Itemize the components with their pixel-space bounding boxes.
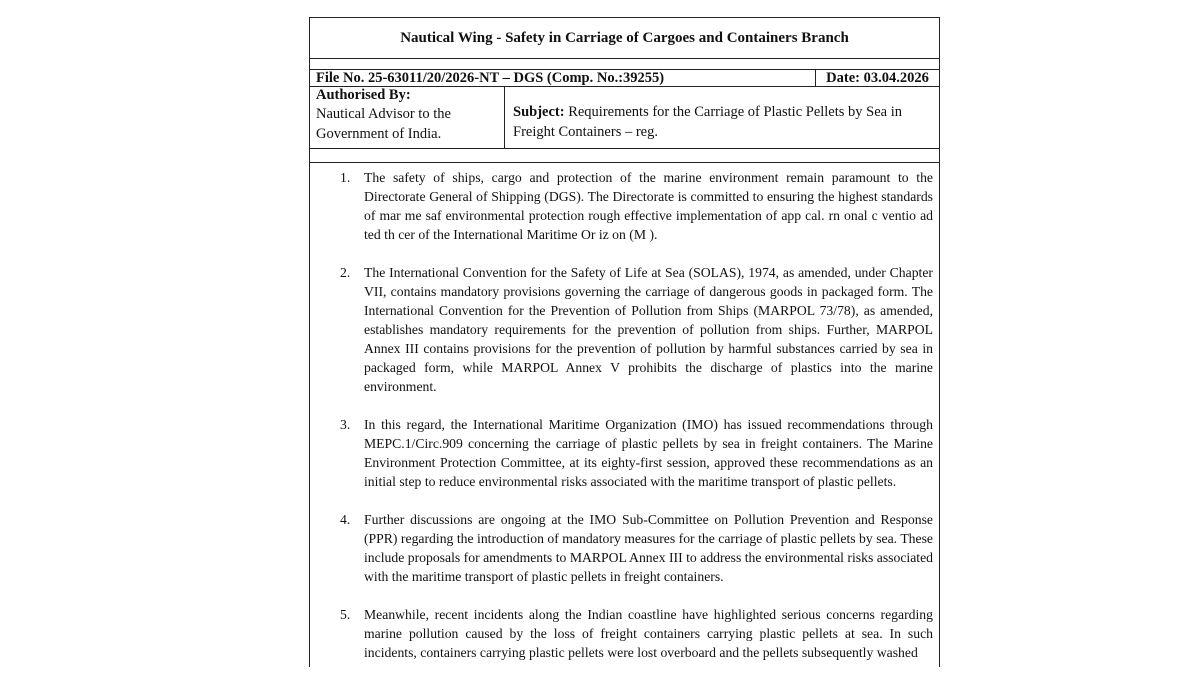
paragraph-number: 4. bbox=[340, 512, 351, 527]
paragraph-text: Meanwhile, recent incidents along the Indian coastline have highlighted serious concerns regarding marine pollution caused by the loss of freight containers carrying plastic pellets at sea. In such incidents, containers carrying plastic pellets were lost overboard and the pellets subsequently washed bbox=[364, 607, 933, 660]
body-spacer bbox=[310, 149, 939, 163]
file-date: Date: 03.04.2026 bbox=[815, 70, 939, 86]
paragraph bbox=[340, 168, 933, 244]
paragraph-text: The safety of ships, cargo and protection of the marine environment remain paramount to the Directorate General of Shipping (DGS). The Directorate is committed to ensuring the highest standards of mar me saf environmental protection rough effective implementation of app cal. rn onal c ventio ad ted th cer of the International Maritime Or iz on (M ). bbox=[364, 170, 933, 242]
paragraph-text: The International Convention for the Safety of Life at Sea (SOLAS), 1974, as amended, under Chapter VII, contains mandatory provisions governing the carriage of dangerous goods in packaged form. The International Convention for the Prevention of Pollution from Ships (MARPOL 73/78), as amended, establishes mandatory requirements for the prevention of pollution from ships. Further, MARPOL Annex III contains provisions for the prevention of pollution by harmful substances carried by sea in packaged form, while MARPOL Annex V prohibits the discharge of plastics into the marine environment. bbox=[364, 265, 933, 394]
header-spacer bbox=[310, 59, 939, 70]
paragraph-number: 3. bbox=[340, 417, 351, 432]
paragraph bbox=[340, 263, 933, 396]
authorised-block bbox=[310, 87, 505, 148]
authority-row bbox=[310, 87, 939, 149]
document-page bbox=[309, 17, 940, 667]
paragraph-number: 5. bbox=[340, 607, 351, 622]
paragraph-number: 2. bbox=[340, 265, 351, 280]
file-number: File No. 25-63011/20/2026-NT – DGS (Comp. No.:39255) bbox=[316, 70, 665, 86]
paragraph-list bbox=[310, 163, 939, 662]
subject-text: Requirements for the Carriage of Plastic Pellets by Sea in Freight Containers – reg. bbox=[513, 104, 903, 140]
authorised-by: Nautical Advisor to the Government of India. bbox=[316, 106, 451, 142]
paragraph bbox=[340, 415, 933, 491]
paragraph bbox=[340, 510, 933, 586]
file-row bbox=[310, 70, 939, 87]
paragraph-text: Further discussions are ongoing at the IMO Sub-Committee on Pollution Prevention and Response (PPR) regarding the introduction of mandatory measures for the carriage of plastic pellets by sea. These include proposals for amendments to MARPOL Annex III to address the environmental risks associated with the maritime transport of plastic pellets in freight containers. bbox=[364, 512, 933, 584]
authorised-label: Authorised By: bbox=[316, 87, 411, 103]
paragraph bbox=[340, 605, 933, 662]
paragraph-text: In this regard, the International Maritime Organization (IMO) has issued recommendations through MEPC.1/Circ.909 concerning the carriage of plastic pellets by sea in freight containers. The Marine Environment Protection Committee, at its eighty-first session, approved these recommendations as an initial step to reduce environmental risks associated with the maritime transport of plastic pellets. bbox=[364, 417, 933, 489]
paragraph-number: 1. bbox=[340, 170, 351, 185]
subject-block bbox=[505, 87, 939, 148]
subject-label: Subject: bbox=[513, 104, 565, 120]
document-title: Nautical Wing - Safety in Carriage of Cargoes and Containers Branch bbox=[310, 18, 939, 59]
